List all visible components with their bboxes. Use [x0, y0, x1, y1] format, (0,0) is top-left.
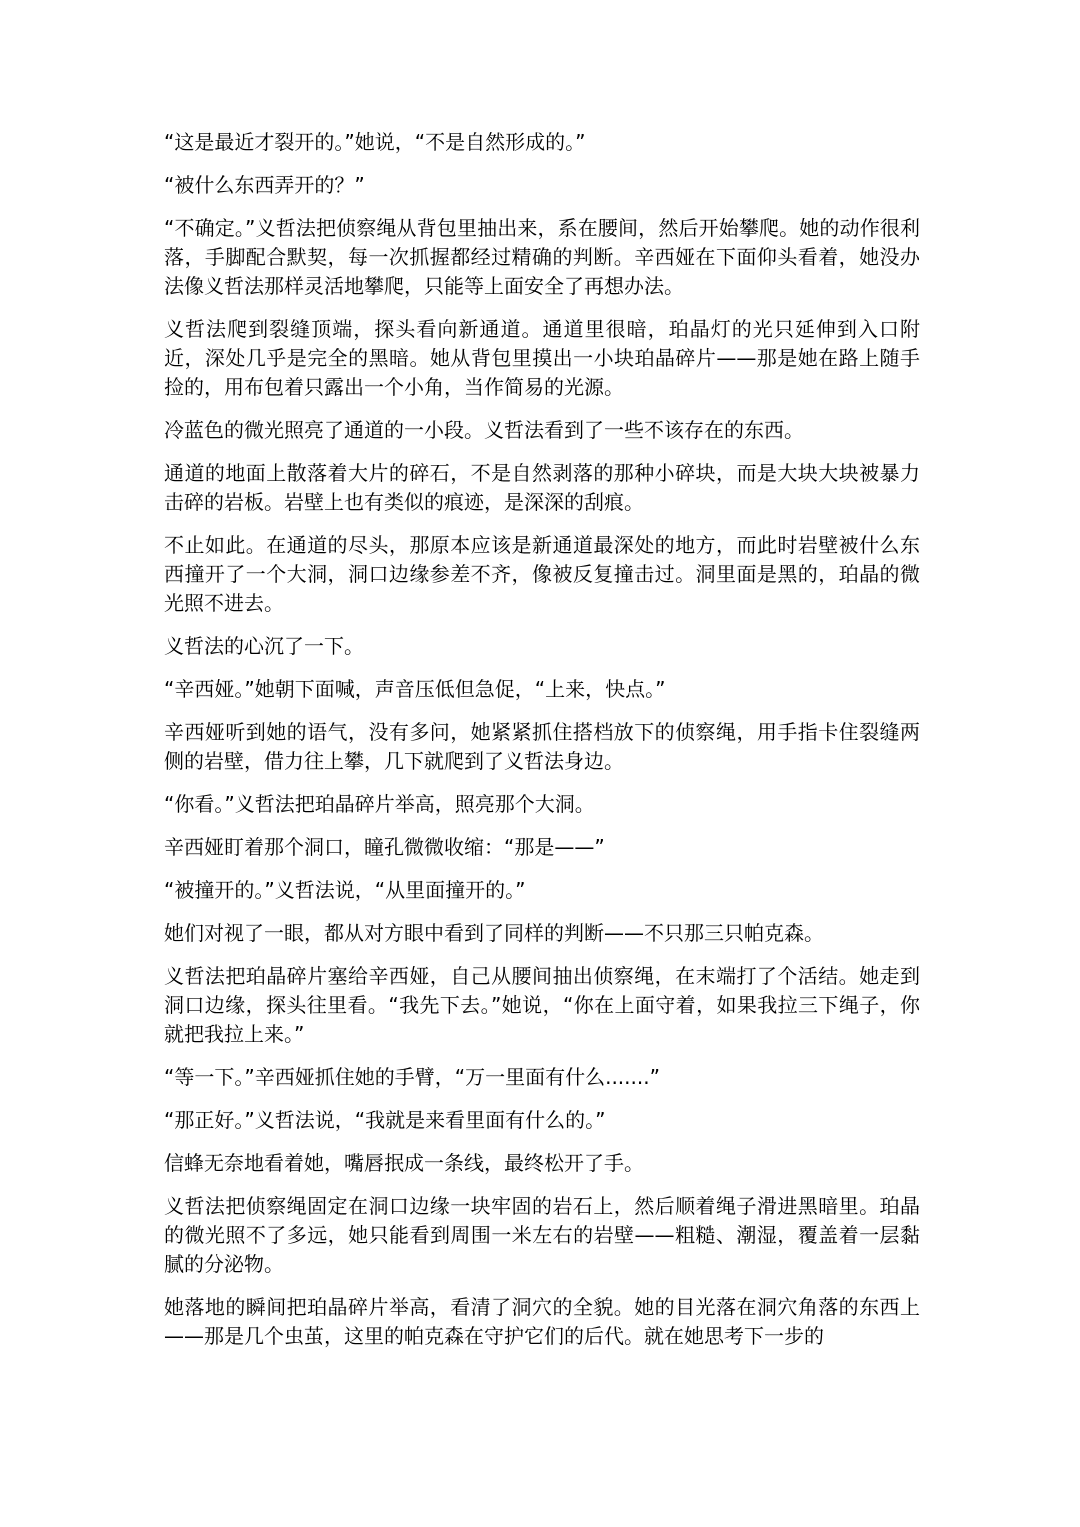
paragraph: “这是最近才裂开的。”她说，“不是自然形成的。” — [164, 130, 586, 154]
paragraph: “辛西娅。”她朝下面喊，声音压低但急促，“上来，快点。” — [164, 677, 666, 701]
paragraph: 义哲法把珀晶碎片塞给辛西娅，自己从腰间抽出侦察绳，在末端打了个活结。她走到洞口边缘，探头往里看。“我先下去。”她说，“你在上面守着，如果我拉三下绳子，你就把我拉上来。” — [164, 964, 920, 1046]
paragraph: “被撞开的。”义哲法说，“从里面撞开的。” — [164, 878, 526, 902]
paragraph: 义哲法把侦察绳固定在洞口边缘一块牢固的岩石上，然后顺着绳子滑进黑暗里。珀晶的微光照不了多远，她只能看到周围一米左右的岩壁——粗糙、潮湿，覆盖着一层黏腻的分泌物。 — [164, 1194, 920, 1276]
paragraph: “那正好。”义哲法说，“我就是来看里面有什么的。” — [164, 1108, 606, 1132]
paragraph: 辛西娅听到她的语气，没有多问，她紧紧抓住搭档放下的侦察绳，用手指卡住裂缝两侧的岩壁，借力往上攀，几下就爬到了义哲法身边。 — [164, 720, 920, 773]
paragraph: 信蜂无奈地看着她，嘴唇抿成一条线，最终松开了手。 — [164, 1151, 644, 1175]
paragraph: “被什么东西弄开的？” — [164, 173, 365, 197]
paragraph: 通道的地面上散落着大片的碎石，不是自然剥落的那种小碎块，而是大块大块被暴力击碎的岩板。岩壁上也有类似的痕迹，是深深的刮痕。 — [164, 461, 920, 514]
paragraph: 冷蓝色的微光照亮了通道的一小段。义哲法看到了一些不该存在的东西。 — [164, 418, 804, 442]
paragraph: 不止如此。在通道的尽头，那原本应该是新通道最深处的地方，而此时岩壁被什么东西撞开了一个大洞，洞口边缘参差不齐，像被反复撞击过。洞里面是黑的，珀晶的微光照不进去。 — [164, 533, 920, 615]
paragraph: “等一下。”辛西娅抓住她的手臂，“万一里面有什么.......” — [164, 1065, 660, 1089]
paragraph: 她落地的瞬间把珀晶碎片举高，看清了洞穴的全貌。她的目光落在洞穴角落的东西上——那是几个虫茧，这里的帕克森在守护它们的后代。就在她思考下一步的 — [164, 1295, 920, 1348]
paragraph: “不确定。”义哲法把侦察绳从背包里抽出来，系在腰间，然后开始攀爬。她的动作很利落，手脚配合默契，每一次抓握都经过精确的判断。辛西娅在下面仰头看着，她没办法像义哲法那样灵活地攀爬，只能等上面安全了再想办法。 — [164, 216, 920, 298]
paragraph: 辛西娅盯着那个洞口，瞳孔微微收缩：“那是——” — [164, 835, 605, 859]
paragraph: 义哲法的心沉了一下。 — [164, 634, 364, 658]
document-body — [164, 128, 920, 1365]
paragraph: 义哲法爬到裂缝顶端，探头看向新通道。通道里很暗，珀晶灯的光只延伸到入口附近，深处几乎是完全的黑暗。她从背包里摸出一小块珀晶碎片——那是她在路上随手捡的，用布包着只露出一个小角，当作简易的光源。 — [164, 317, 920, 399]
paragraph: 她们对视了一眼，都从对方眼中看到了同样的判断——不只那三只帕克森。 — [164, 921, 824, 945]
paragraph: “你看。”义哲法把珀晶碎片举高，照亮那个大洞。 — [164, 792, 595, 816]
